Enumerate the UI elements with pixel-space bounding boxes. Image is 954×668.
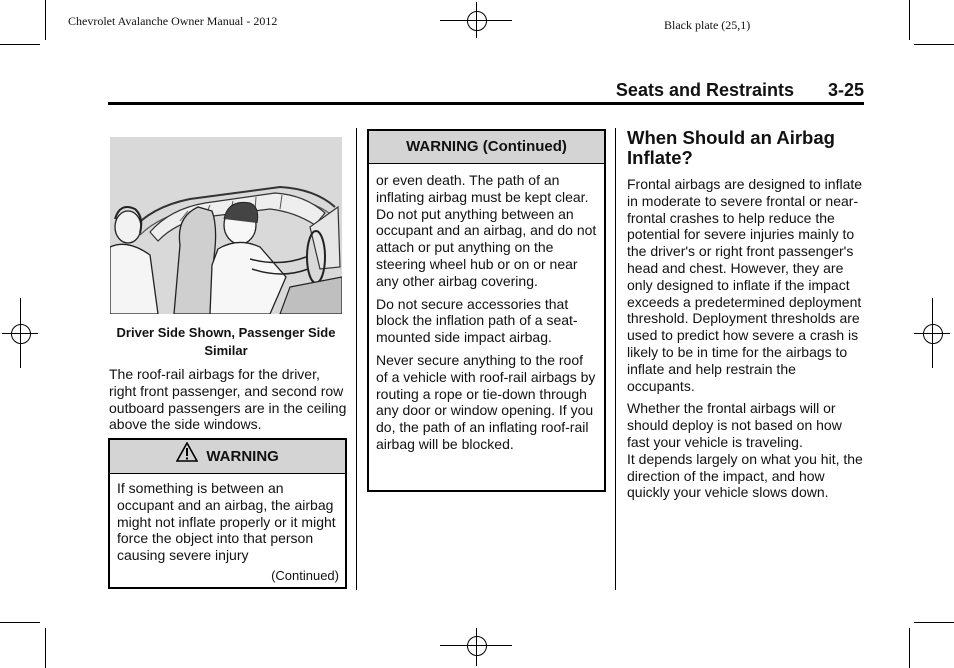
- warning-continued-header: WARNING (Continued): [369, 131, 604, 164]
- warning-header: [110, 440, 345, 474]
- crop-mark: [0, 44, 40, 45]
- warning-box: [108, 438, 347, 589]
- warning-paragraph: Never secure anything to the roof of a vehicle with roof-rail airbags by routing a rope or tie-down through any door or window opening. If you do, the path of an inflating roof-rail airbag will be blocked.: [376, 351, 596, 452]
- warning-paragraph: Do not secure accessories that block the inflation path of a seat-mounted side impact airbag.: [376, 295, 578, 346]
- body-paragraph: Whether the frontal airbags will or should deploy is not based on how fast your vehicle is traveling.: [627, 400, 842, 450]
- manual-title: Chevrolet Avalanche Owner Manual - 2012: [68, 14, 278, 28]
- crop-mark: [909, 0, 910, 40]
- car-interior-illustration: [110, 137, 342, 314]
- warning-title: WARNING: [206, 448, 279, 465]
- column-divider: [615, 128, 616, 590]
- plate-label: Black plate (25,1): [664, 18, 751, 32]
- section-heading: When Should an Airbag Inflate?: [627, 127, 835, 168]
- crop-mark: [45, 628, 46, 668]
- warning-text: If something is between an occupant and an airbag, the airbag might not inflate properly or it might force the object into that person causing severe injury: [117, 480, 336, 564]
- running-head: [108, 80, 864, 105]
- crop-mark: [914, 44, 954, 45]
- column-divider: [356, 128, 357, 590]
- warning-continued-box: [367, 129, 606, 492]
- page-number: 3-25: [827, 80, 864, 100]
- warning-triangle-icon: [176, 441, 198, 474]
- right-column-body: [627, 176, 867, 501]
- airbag-illustration: [110, 137, 342, 314]
- crop-mark: [45, 0, 46, 40]
- crop-mark: [909, 628, 910, 668]
- left-column: [109, 366, 347, 439]
- warning-paragraph: or even death. The path of an inflating airbag must be kept clear. Do not put anything between an occupant and an airbag, and do not attach or put anything on the steering wheel hub or on or near any other airbag covering.: [376, 172, 597, 289]
- continued-label: (Continued): [271, 567, 339, 583]
- crop-mark: [914, 622, 954, 623]
- intro-paragraph: The roof-rail airbags for the driver, right front passenger, and second row outboard passengers are in the ceiling above the side windows.: [109, 366, 347, 433]
- warning-body: [110, 474, 345, 564]
- body-paragraph: Frontal airbags are designed to inflate in moderate to severe frontal or near-frontal crashes to help reduce the potential for severe injuries mainly to the driver's or right front passenger's head and chest. However, they are only designed to inflate if the impact exceeds a predetermined deployment threshold. Deployment thresholds are used to predict how severe a crash is likely to be in time for the airbags to inflate and help restrain the occupants.: [627, 176, 863, 394]
- figure-caption: Driver Side Shown, Passenger Side Similar: [116, 325, 336, 358]
- warning-continued-body: [369, 164, 604, 453]
- section-title: Seats and Restraints: [615, 80, 794, 100]
- right-column: [627, 128, 867, 507]
- crop-mark: [0, 622, 40, 623]
- body-paragraph: It depends largely on what you hit, the direction of the impact, and how quickly your vehicle slows down.: [627, 450, 863, 501]
